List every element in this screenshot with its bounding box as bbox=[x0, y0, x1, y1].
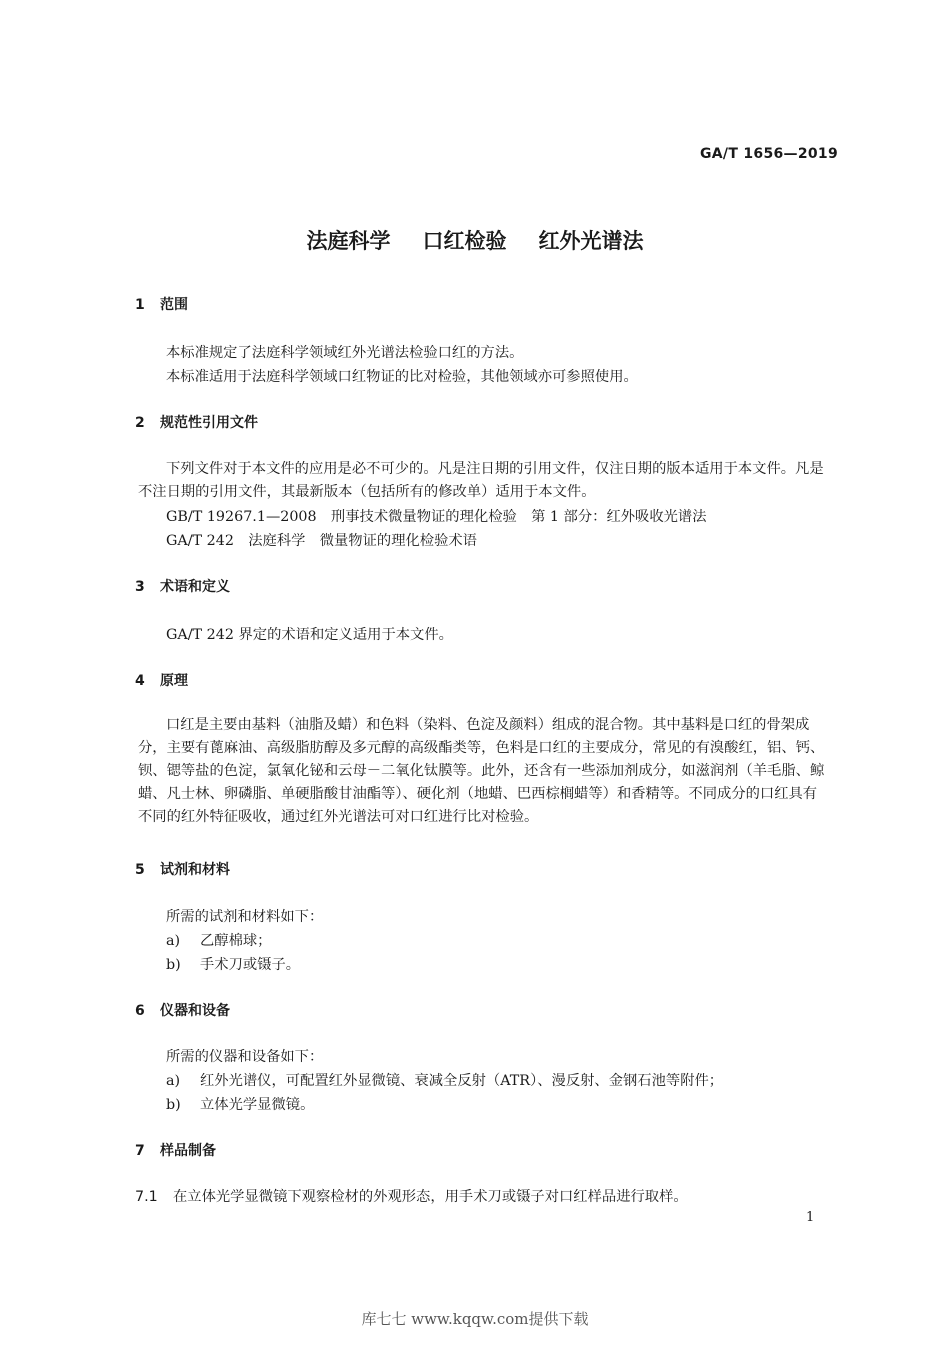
section-6-intro: 所需的仪器和设备如下： bbox=[166, 1049, 324, 1065]
title-part-1: 法庭科学 bbox=[306, 229, 391, 253]
section-4-heading bbox=[135, 670, 188, 690]
list-item-text: 红外光谱仪，可配置红外显微镜、衰减全反射（ATR）、漫反射、金钢石池等附件； bbox=[200, 1073, 724, 1089]
section-2-heading bbox=[135, 412, 258, 432]
section-number: 4 bbox=[135, 673, 145, 689]
section-1-line-2: 本标准适用于法庭科学领域口红物证的比对检验，其他领域亦可参照使用。 bbox=[166, 369, 638, 385]
standard-number: GA/T 1656—2019 bbox=[700, 146, 838, 162]
section-title: 仪器和设备 bbox=[160, 1003, 230, 1019]
title-part-2: 口红检验 bbox=[422, 229, 507, 253]
section-title: 规范性引用文件 bbox=[160, 415, 258, 431]
section-3-paragraph: GA/T 242 界定的术语和定义适用于本文件。 bbox=[166, 627, 453, 643]
section-title: 范围 bbox=[160, 297, 188, 313]
title-part-3: 红外光谱法 bbox=[538, 229, 644, 253]
section-7-heading bbox=[135, 1140, 216, 1160]
list-item bbox=[166, 930, 271, 950]
download-watermark: 库七七 www.kqqw.com提供下载 bbox=[361, 1310, 589, 1328]
section-title: 原理 bbox=[160, 673, 188, 689]
list-item bbox=[166, 954, 300, 974]
section-2-paragraph: 下列文件对于本文件的应用是必不可少的。凡是注日期的引用文件，仅注日期的版本适用于本文件。凡是不注日期的引用文件，其最新版本（包括所有的修改单）适用于本文件。 bbox=[138, 461, 824, 500]
page-number: 1 bbox=[806, 1210, 815, 1225]
normative-reference-1: GB/T 19267.1—2008 刑事技术微量物证的理化检验 第 1 部分：红外吸收光谱法 bbox=[166, 509, 707, 525]
section-title: 试剂和材料 bbox=[160, 862, 230, 878]
section-number: 3 bbox=[135, 579, 145, 595]
section-5-intro: 所需的试剂和材料如下： bbox=[166, 909, 324, 925]
section-1-line-1: 本标准规定了法庭科学领域红外光谱法检验口红的方法。 bbox=[166, 345, 524, 361]
list-item-text: 立体光学显微镜。 bbox=[200, 1097, 315, 1113]
section-4-paragraph: 口红是主要由基料（油脂及蜡）和色料（染料、色淀及颜料）组成的混合物。其中基料是口红的骨架成分，主要有蓖麻油、高级脂肪醇及多元醇的高级酯类等，色料是口红的主要成分，常见的有溴酸红，铝、钙、钡、锶等盐的色淀，氯氧化铋和云母－二氧化钛膜等。此外，还含有一些添加剂成分，如滋润剂（羊毛脂、鲸蜡、凡士林、卵磷脂、单硬脂酸甘油酯等）、硬化剂（地蜡、巴西棕榈蜡等）和香精等。不同成分的口红具有不同的红外特征吸收，通过红外光谱法可对口红进行比对检验。 bbox=[138, 717, 825, 825]
section-title: 样品制备 bbox=[160, 1143, 216, 1159]
section-6-heading bbox=[135, 1000, 230, 1020]
list-item-label: b) bbox=[166, 957, 181, 973]
list-item bbox=[166, 1094, 314, 1114]
document-title bbox=[0, 225, 950, 255]
section-number: 2 bbox=[135, 415, 145, 431]
list-item-label: a) bbox=[166, 933, 181, 949]
list-item-text: 手术刀或镊子。 bbox=[200, 957, 301, 973]
subclause-text: 在立体光学显微镜下观察检材的外观形态，用手术刀或镊子对口红样品进行取样。 bbox=[173, 1189, 688, 1205]
list-item-label: b) bbox=[166, 1097, 181, 1113]
section-number: 6 bbox=[135, 1003, 145, 1019]
section-number: 7 bbox=[135, 1143, 145, 1159]
section-1-heading bbox=[135, 294, 188, 314]
subclause-number: 7.1 bbox=[135, 1189, 158, 1205]
subclause-7-1 bbox=[135, 1186, 688, 1206]
list-item bbox=[166, 1070, 723, 1090]
section-3-heading bbox=[135, 576, 230, 596]
list-item-text: 乙醇棉球； bbox=[200, 933, 272, 949]
list-item-label: a) bbox=[166, 1073, 181, 1089]
section-number: 1 bbox=[135, 297, 145, 313]
section-title: 术语和定义 bbox=[160, 579, 230, 595]
section-number: 5 bbox=[135, 862, 145, 878]
section-5-heading bbox=[135, 859, 230, 879]
normative-reference-2: GA/T 242 法庭科学 微量物证的理化检验术语 bbox=[166, 533, 477, 549]
